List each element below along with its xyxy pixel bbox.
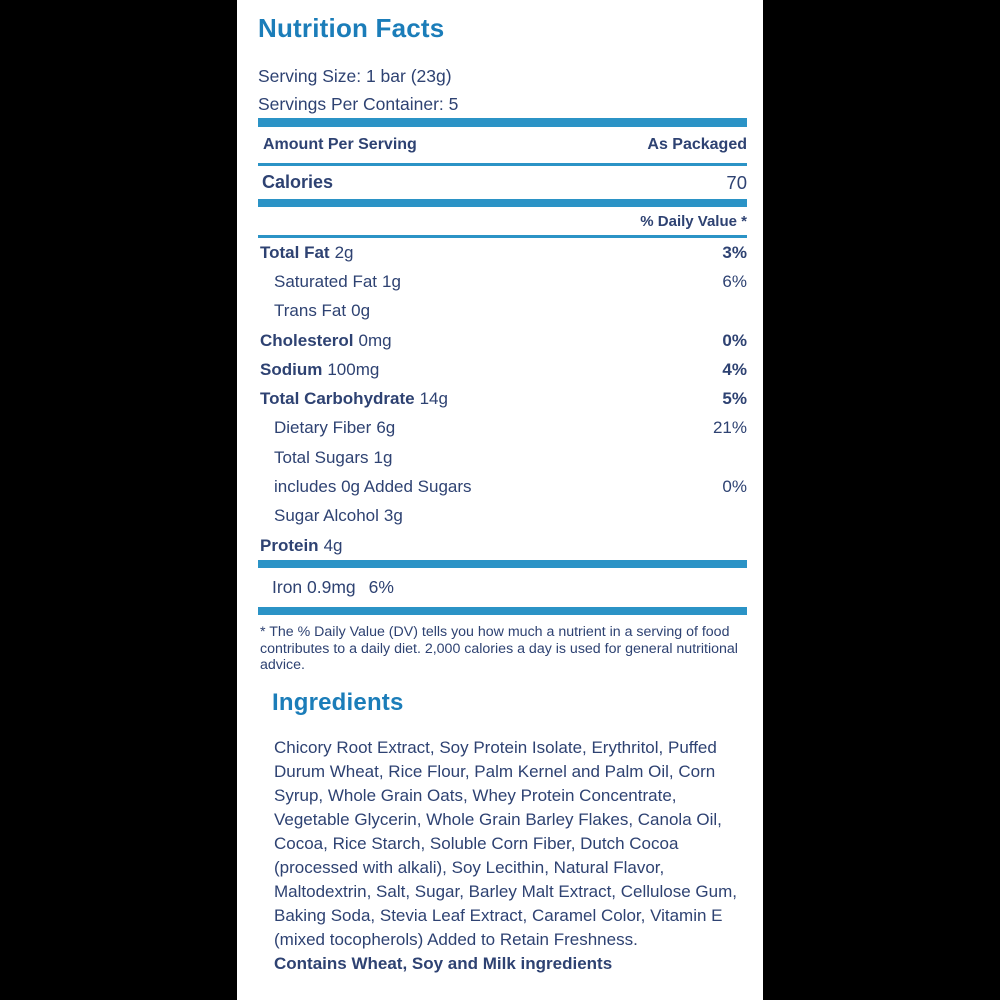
nutrient-label: Sugar Alcohol [274,506,379,526]
nutrient-amount: 6g [376,418,396,438]
table-row [258,414,747,443]
table-row [258,443,747,472]
nutrient-label: Trans Fat [274,301,347,321]
nutrient-label: Cholesterol [260,330,354,350]
ingredients-list: Chicory Root Extract, Soy Protein Isolate, Erythritol, Puffed Durum Wheat, Rice Flour, Palm Kernel and Palm Oil, Corn Syrup, Whole Grain Oats, Whey Protein Concentrate, Vegetable Glycerin, Whole Grain Barley Flakes, Canola Oil, Cocoa, Rice Starch, Soluble Corn Fiber, Dutch Cocoa (processed with alkali), Soy Lecithin, Natural Flavor, Maltodextrin, Salt, Sugar, Barley Malt Extract, Cellulose Gum, Baking Soda, Stevia Leaf Extract, Caramel Color, Vitamin E (mixed tocopherols) Added to Retain Freshness. [274,737,737,949]
nutrient-amount: 2g [334,242,354,262]
nutrient-label: includes 0g Added Sugars [274,477,472,497]
nutrient-amount: 4g [323,535,343,555]
table-row [258,355,747,384]
nutrient-label: Saturated Fat [274,271,378,291]
daily-value-header: % Daily Value * [640,212,747,230]
nutrient-label: Dietary Fiber [274,418,372,438]
table-row [258,238,747,267]
divider-bar-bottom [258,607,747,615]
nutrient-amount: 100mg [327,359,380,379]
table-row [258,267,747,296]
nutrient-label: Protein [260,535,319,555]
divider-bar-protein [258,560,747,568]
nutrient-amount: 14g [419,389,448,409]
table-row [258,472,747,501]
servings-per-container: Servings Per Container: 5 [258,94,459,114]
nutrient-table [258,238,747,560]
table-header-row [258,127,747,163]
amount-per-serving-header: Amount Per Serving [263,136,417,153]
nutrient-amount: 3g [383,506,403,526]
nutrient-dv: 6% [722,271,747,291]
table-row [258,297,747,326]
daily-value-footnote: * The % Daily Value (DV) tells you how much a nutrient in a serving of food contributes to a daily diet. 2,000 calories a day is used for general nutritional advice. [260,624,738,674]
nutrient-amount: 0g [351,301,371,321]
nutrient-label: Sodium [260,359,323,379]
serving-info [258,62,747,118]
serving-size: Serving Size: 1 bar (23g) [258,66,452,86]
daily-value-header-row [258,207,747,235]
ingredients-heading: Ingredients [272,688,404,716]
table-row [258,531,747,560]
nutrient-label: Total Sugars [274,447,369,467]
micronutrient-row [258,568,747,607]
divider-bar-calories [258,199,747,207]
nutrient-dv: 0% [722,477,747,497]
table-row [258,384,747,413]
table-row [258,326,747,355]
allergen-statement: Contains Wheat, Soy and Milk ingredients [274,953,613,973]
nutrient-label: Total Fat [260,242,330,262]
nutrient-dv: 3% [722,242,747,262]
nutrient-dv: 21% [712,418,747,438]
micronutrient-dv: 6% [368,577,394,598]
nutrition-label-panel [237,0,763,1000]
calories-row [258,166,747,199]
micronutrient-label: Iron 0.9mg [272,577,356,598]
as-packaged-header: As Packaged [647,136,747,153]
nutrient-dv: 4% [722,359,747,379]
nutrient-amount: 1g [373,447,393,467]
divider-bar-top [258,118,747,127]
calories-value: 70 [726,171,747,193]
page-title: Nutrition Facts [258,13,445,43]
nutrient-amount: 1g [382,271,401,291]
nutrient-label: Total Carbohydrate [260,389,415,409]
table-row [258,502,747,531]
nutrient-amount: 0mg [358,330,392,350]
nutrient-dv: 0% [722,330,747,350]
calories-label: Calories [262,172,334,192]
nutrient-dv: 5% [722,389,747,409]
